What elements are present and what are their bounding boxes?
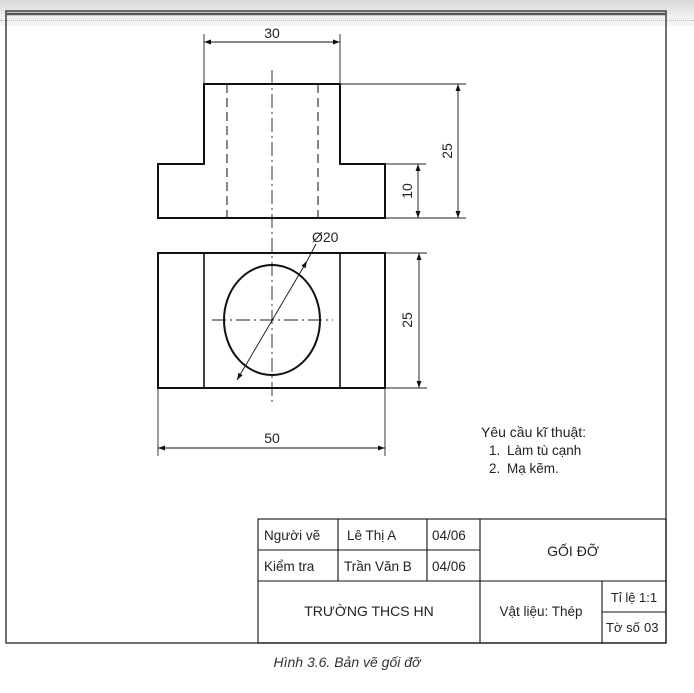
dimension-plan-depth-label: 25 [399, 312, 415, 328]
dimension-top-width-label: 30 [264, 25, 280, 41]
material: Vật liệu: Thép [499, 604, 583, 619]
part-name: GỐI ĐỠ [547, 543, 599, 559]
sheet-label: Tờ số [606, 620, 640, 635]
sheet-number: 03 [644, 620, 659, 635]
requirement-2-text: Mạ kẽm. [507, 461, 559, 476]
checked-by-label: Kiểm tra [264, 559, 315, 574]
requirement-2-number: 2. [489, 461, 501, 476]
drawn-by-label: Người vẽ [264, 528, 321, 543]
school-name: TRƯỜNG THCS HN [304, 603, 434, 619]
dimension-hole-diameter-label: Ø20 [312, 229, 339, 245]
dimension-base-height-label: 10 [399, 183, 415, 199]
dimension-hole-diameter [237, 229, 339, 380]
drawn-by-name: Lê Thị A [347, 528, 397, 543]
drawn-date: 04/06 [432, 528, 466, 543]
front-view-outline [158, 84, 385, 218]
checked-date: 04/06 [432, 559, 466, 574]
dimension-base-height [385, 164, 426, 218]
requirement-1-number: 1. [489, 443, 501, 458]
checked-by-name: Trần Văn B [344, 559, 412, 574]
scale: Tỉ lệ 1:1 [610, 590, 658, 605]
dimension-total-height-label: 25 [439, 143, 455, 159]
figure-caption: Hình 3.6. Bản vẽ gối đỡ [273, 654, 421, 670]
requirements-title: Yêu cầu kĩ thuật: [481, 424, 587, 440]
dimension-total-length [158, 388, 385, 456]
technical-requirements [481, 424, 586, 476]
requirement-1-text: Làm tù cạnh [507, 443, 582, 458]
dimension-plan-depth [385, 253, 427, 388]
front-view [158, 70, 385, 405]
dimension-total-length-label: 50 [264, 430, 280, 446]
